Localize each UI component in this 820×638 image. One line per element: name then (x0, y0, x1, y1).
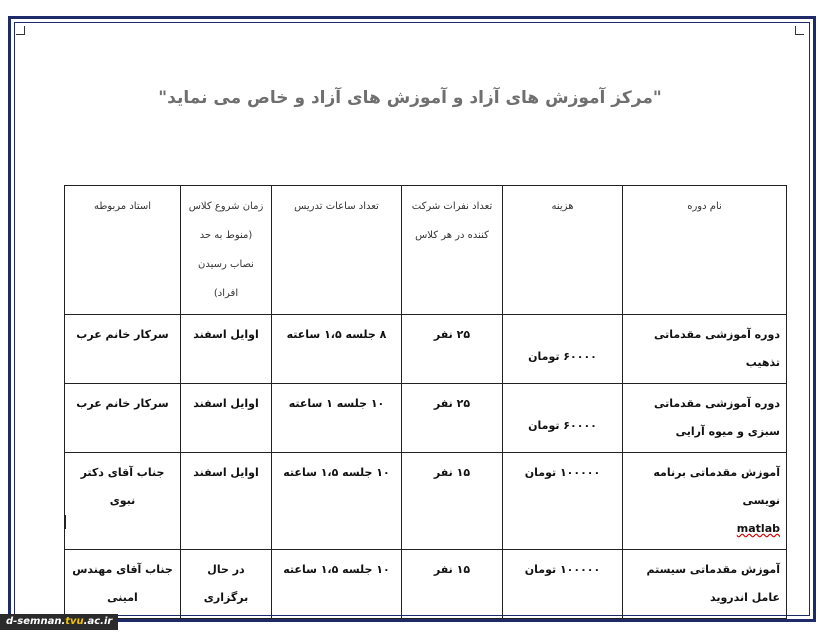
hours-cell: ۸ جلسه ۱،۵ ساعته (272, 315, 402, 384)
header-course-name: نام دوره (623, 186, 787, 315)
hours-cell: ۱۰ جلسه ۱،۵ ساعته (272, 453, 402, 550)
table-header-row (65, 186, 787, 315)
page-title: "مرکز آموزش های آزاد و آموزش های آزاد و خاص می نماید" (158, 88, 662, 108)
course-name-cell: دوره آموزشی مقدماتی تذهیب (623, 315, 787, 384)
corner-crop-mark-right (795, 26, 804, 35)
table-row (65, 315, 787, 384)
start-cell: اوایل اسفند (181, 453, 272, 550)
participants-cell: ۱۵ نفر (402, 453, 503, 550)
header-cost: هزینه (503, 186, 623, 315)
cost-value: ۶۰۰۰۰ تومان (528, 419, 597, 432)
header-start-time: زمان شروع کلاس (منوط به حد نصاب رسیدن افراد) (181, 186, 272, 315)
hours-cell: ۱۰ جلسه ۱،۵ ساعته (272, 550, 402, 619)
hours-cell: ۱۰ جلسه ۱ ساعته (272, 384, 402, 453)
table-row (65, 384, 787, 453)
start-cell: اوایل اسفند (181, 384, 272, 453)
course-name-cell: دوره آموزشی مقدماتی سبزی و میوه آرایی (623, 384, 787, 453)
participants-cell: ۱۵ نفر (402, 550, 503, 619)
start-cell: در حال برگزاری (181, 550, 272, 619)
start-cell: اوایل اسفند (181, 315, 272, 384)
watermark-accent: tvu (65, 616, 84, 627)
header-teaching-hours: تعداد ساعات تدریس (272, 186, 402, 315)
course-name-cell: آموزش مقدماتی سیستم عامل اندروید (623, 550, 787, 619)
site-watermark (0, 614, 118, 630)
header-instructor: استاد مربوطه (65, 186, 181, 315)
cost-value: ۶۰۰۰۰ تومان (528, 350, 597, 363)
instructor-cell: جناب آقای دکتر نبوی (65, 453, 181, 550)
header-participants: تعداد نفرات شرکت کننده در هر کلاس (402, 186, 503, 315)
table-row (65, 550, 787, 619)
course-name-matlab: matlab (736, 522, 780, 535)
course-name-cell (623, 453, 787, 550)
instructor-cell: سرکار خانم عرب (65, 315, 181, 384)
cost-cell: ۱۰۰۰۰۰ تومان (503, 550, 623, 619)
watermark-prefix: d-semnan. (6, 616, 66, 627)
cost-cell (503, 315, 623, 384)
instructor-cell: جناب آقای مهندس امینی (65, 550, 181, 619)
cost-cell: ۱۰۰۰۰۰ تومان (503, 453, 623, 550)
instructor-cell: سرکار خانم عرب (65, 384, 181, 453)
courses-table (64, 185, 787, 619)
table-row (65, 453, 787, 550)
participants-cell: ۲۵ نفر (402, 384, 503, 453)
text-cursor (65, 515, 66, 529)
course-name-text: آموزش مقدماتی برنامه نویسی (653, 466, 780, 507)
watermark-suffix: .ac.ir (83, 616, 113, 627)
corner-crop-mark-left (16, 26, 25, 35)
participants-cell: ۲۵ نفر (402, 315, 503, 384)
cost-cell (503, 384, 623, 453)
